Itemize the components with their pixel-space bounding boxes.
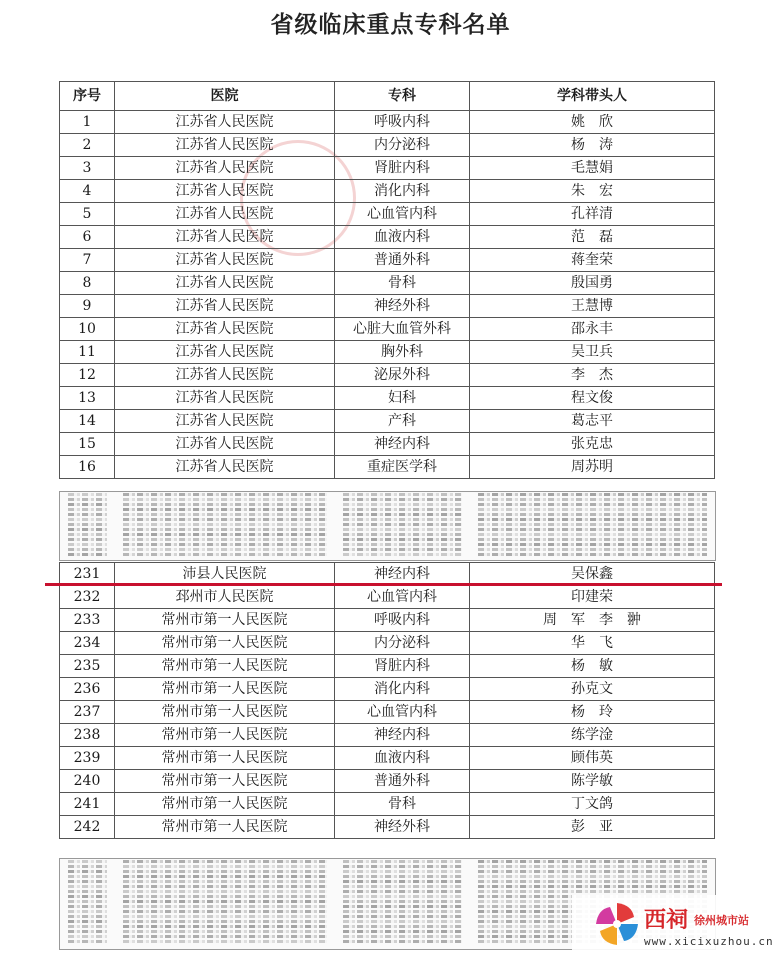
blurred-row (60, 875, 715, 879)
cell-leader: 杨 玲 (470, 701, 715, 724)
cell-specialty: 神经外科 (335, 816, 470, 839)
table-row (60, 111, 715, 134)
cell-specialty: 内分泌科 (335, 632, 470, 655)
cell-leader: 孙克文 (470, 678, 715, 701)
table-row (60, 632, 715, 655)
cell-specialty: 胸外科 (335, 341, 470, 364)
table-row (60, 655, 715, 678)
cell-hospital: 常州市第一人民医院 (115, 701, 335, 724)
cell-hospital: 常州市第一人民医院 (115, 632, 335, 655)
cell-specialty: 普通外科 (335, 770, 470, 793)
cell-specialty: 心血管内科 (335, 701, 470, 724)
cell-no: 231 (60, 563, 115, 586)
cell-specialty: 消化内科 (335, 180, 470, 203)
table-row (60, 816, 715, 839)
cell-specialty: 神经内科 (335, 724, 470, 747)
table-row (60, 701, 715, 724)
cell-no: 238 (60, 724, 115, 747)
blurred-row (60, 528, 715, 532)
header-hospital: 医院 (115, 82, 335, 111)
blurred-row (60, 523, 715, 527)
table-row (60, 364, 715, 387)
cell-leader: 周苏明 (470, 456, 715, 479)
header-no: 序号 (60, 82, 115, 111)
cell-no: 1 (60, 111, 115, 134)
blurred-row (60, 513, 715, 517)
blurred-row (60, 865, 715, 869)
cell-no: 13 (60, 387, 115, 410)
cell-hospital: 江苏省人民医院 (115, 157, 335, 180)
cell-leader: 蒋奎荣 (470, 249, 715, 272)
table-row (60, 456, 715, 479)
cell-no: 7 (60, 249, 115, 272)
table-row (60, 134, 715, 157)
cell-no: 232 (60, 586, 115, 609)
blurred-row (60, 518, 715, 522)
table-row (60, 272, 715, 295)
table-row (60, 249, 715, 272)
cell-leader: 邵永丰 (470, 318, 715, 341)
cell-no: 236 (60, 678, 115, 701)
cell-leader: 丁文鸽 (470, 793, 715, 816)
cell-no: 12 (60, 364, 115, 387)
cell-specialty: 呼吸内科 (335, 111, 470, 134)
cell-leader: 张克忠 (470, 433, 715, 456)
table-row (60, 433, 715, 456)
cell-leader: 程文俊 (470, 387, 715, 410)
cell-specialty: 妇科 (335, 387, 470, 410)
cell-no: 4 (60, 180, 115, 203)
cell-specialty: 重症医学科 (335, 456, 470, 479)
cell-leader: 姚 欣 (470, 111, 715, 134)
table-row (60, 793, 715, 816)
cell-no: 241 (60, 793, 115, 816)
cell-hospital: 沛县人民医院 (115, 563, 335, 586)
cell-leader: 王慧博 (470, 295, 715, 318)
cell-specialty: 内分泌科 (335, 134, 470, 157)
blurred-row (60, 880, 715, 884)
watermark-city: 徐州城市站 (694, 914, 749, 927)
cell-hospital: 常州市第一人民医院 (115, 678, 335, 701)
blurred-rows-section (59, 491, 716, 561)
table-row (60, 586, 715, 609)
cell-no: 3 (60, 157, 115, 180)
cell-leader: 殷国勇 (470, 272, 715, 295)
cell-leader: 范 磊 (470, 226, 715, 249)
cell-leader: 顾伟英 (470, 747, 715, 770)
table-row (60, 770, 715, 793)
cell-specialty: 神经外科 (335, 295, 470, 318)
cell-specialty: 泌尿外科 (335, 364, 470, 387)
cell-no: 239 (60, 747, 115, 770)
cell-hospital: 常州市第一人民医院 (115, 747, 335, 770)
cell-leader: 毛慧娟 (470, 157, 715, 180)
cell-no: 242 (60, 816, 115, 839)
cell-specialty: 心血管内科 (335, 586, 470, 609)
table-row (60, 747, 715, 770)
table-row (60, 609, 715, 632)
cell-leader: 华 飞 (470, 632, 715, 655)
header-specialty: 专科 (335, 82, 470, 111)
cell-hospital: 江苏省人民医院 (115, 111, 335, 134)
blurred-row (60, 553, 715, 557)
blurred-row (60, 533, 715, 537)
cell-specialty: 骨科 (335, 272, 470, 295)
table-row (60, 678, 715, 701)
cell-no: 235 (60, 655, 115, 678)
blurred-row (60, 543, 715, 547)
specialty-table-bottom (59, 562, 715, 839)
highlight-underline (45, 583, 722, 586)
blurred-row (60, 493, 715, 497)
cell-specialty: 呼吸内科 (335, 609, 470, 632)
cell-leader: 杨 敏 (470, 655, 715, 678)
cell-leader: 陈学敏 (470, 770, 715, 793)
table-row (60, 226, 715, 249)
cell-hospital: 常州市第一人民医院 (115, 655, 335, 678)
cell-no: 233 (60, 609, 115, 632)
blurred-row (60, 890, 715, 894)
cell-specialty: 肾脏内科 (335, 157, 470, 180)
cell-specialty: 心脏大血管外科 (335, 318, 470, 341)
cell-no: 240 (60, 770, 115, 793)
cell-specialty: 肾脏内科 (335, 655, 470, 678)
specialty-table-top (59, 81, 715, 479)
page-title: 省级临床重点专科名单 (270, 12, 511, 38)
cell-no: 9 (60, 295, 115, 318)
cell-hospital: 江苏省人民医院 (115, 456, 335, 479)
blurred-row (60, 538, 715, 542)
cell-hospital: 江苏省人民医院 (115, 180, 335, 203)
cell-leader: 杨 涛 (470, 134, 715, 157)
cell-leader: 印建荣 (470, 586, 715, 609)
table-row (60, 180, 715, 203)
cell-hospital: 常州市第一人民医院 (115, 793, 335, 816)
cell-leader: 朱 宏 (470, 180, 715, 203)
cell-no: 14 (60, 410, 115, 433)
cell-hospital: 江苏省人民医院 (115, 364, 335, 387)
cell-specialty: 产科 (335, 410, 470, 433)
cell-hospital: 江苏省人民医院 (115, 410, 335, 433)
cell-leader: 葛志平 (470, 410, 715, 433)
table-row (60, 203, 715, 226)
cell-hospital: 江苏省人民医院 (115, 341, 335, 364)
table-row (60, 157, 715, 180)
cell-hospital: 江苏省人民医院 (115, 272, 335, 295)
cell-no: 15 (60, 433, 115, 456)
cell-specialty: 神经内科 (335, 433, 470, 456)
cell-leader: 练学淦 (470, 724, 715, 747)
blurred-row (60, 860, 715, 864)
cell-no: 10 (60, 318, 115, 341)
cell-specialty: 普通外科 (335, 249, 470, 272)
cell-hospital: 邳州市人民医院 (115, 586, 335, 609)
cell-leader: 吴卫兵 (470, 341, 715, 364)
cell-leader: 吴保鑫 (470, 563, 715, 586)
blurred-row (60, 508, 715, 512)
blurred-row (60, 498, 715, 502)
cell-no: 2 (60, 134, 115, 157)
pinwheel-logo-icon (594, 901, 640, 947)
table-row (60, 295, 715, 318)
cell-hospital: 江苏省人民医院 (115, 433, 335, 456)
cell-no: 11 (60, 341, 115, 364)
cell-hospital: 江苏省人民医院 (115, 387, 335, 410)
blurred-row (60, 503, 715, 507)
table-row (60, 318, 715, 341)
blurred-row (60, 548, 715, 552)
cell-hospital: 常州市第一人民医院 (115, 724, 335, 747)
cell-hospital: 江苏省人民医院 (115, 295, 335, 318)
watermark-brand: 西祠 (644, 908, 689, 933)
cell-no: 234 (60, 632, 115, 655)
table-header-row (60, 82, 715, 111)
cell-leader: 李 杰 (470, 364, 715, 387)
cell-hospital: 江苏省人民医院 (115, 226, 335, 249)
watermark-url: www.xicixuzhou.cn (644, 935, 774, 948)
cell-leader: 孔祥清 (470, 203, 715, 226)
cell-no: 8 (60, 272, 115, 295)
table-row (60, 410, 715, 433)
cell-hospital: 常州市第一人民医院 (115, 816, 335, 839)
cell-hospital: 常州市第一人民医院 (115, 770, 335, 793)
cell-specialty: 神经内科 (335, 563, 470, 586)
site-watermark-logo (572, 895, 781, 963)
cell-no: 5 (60, 203, 115, 226)
cell-hospital: 江苏省人民医院 (115, 203, 335, 226)
cell-specialty: 骨科 (335, 793, 470, 816)
cell-leader: 周 军 李 翀 (470, 609, 715, 632)
cell-specialty: 消化内科 (335, 678, 470, 701)
table-row (60, 724, 715, 747)
cell-hospital: 江苏省人民医院 (115, 134, 335, 157)
cell-no: 16 (60, 456, 115, 479)
cell-hospital: 江苏省人民医院 (115, 318, 335, 341)
header-leader: 学科带头人 (470, 82, 715, 111)
blurred-row (60, 870, 715, 874)
cell-specialty: 心血管内科 (335, 203, 470, 226)
cell-no: 6 (60, 226, 115, 249)
cell-leader: 彭 亚 (470, 816, 715, 839)
cell-no: 237 (60, 701, 115, 724)
cell-hospital: 常州市第一人民医院 (115, 609, 335, 632)
cell-hospital: 江苏省人民医院 (115, 249, 335, 272)
table-row (60, 341, 715, 364)
cell-specialty: 血液内科 (335, 226, 470, 249)
blurred-row (60, 885, 715, 889)
cell-specialty: 血液内科 (335, 747, 470, 770)
table-row (60, 387, 715, 410)
